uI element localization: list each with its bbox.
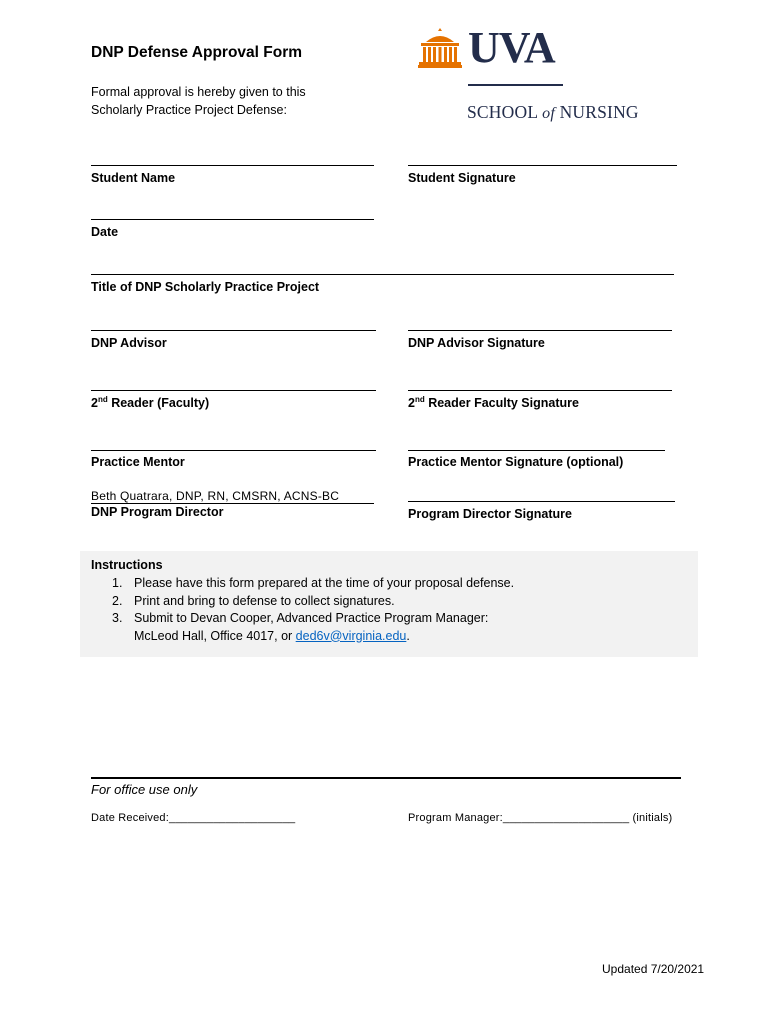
reader-label: 2nd Reader (Faculty) — [91, 395, 210, 410]
office-divider — [91, 777, 681, 779]
instruction-item: 1. Please have this form prepared at the time of your proposal defense. — [112, 576, 515, 590]
school-of-nursing-wordmark: SCHOOL of NURSING — [467, 102, 639, 122]
instruction-item: 2. Print and bring to defense to collect signatures. — [112, 593, 395, 608]
director-label: DNP Program Director — [91, 505, 224, 519]
mentor-signature-label: Practice Mentor Signature (optional) — [408, 455, 624, 469]
instruction-item: 3. Submit to Devan Cooper, Advanced Practice Program Manager: — [112, 611, 489, 625]
date-line[interactable] — [91, 219, 374, 220]
advisor-signature-label: DNP Advisor Signature — [408, 336, 545, 350]
advisor-signature-line[interactable] — [408, 330, 672, 331]
uva-nursing-logo — [418, 22, 668, 127]
student-signature-label: Student Signature — [408, 171, 516, 185]
student-name-label: Student Name — [91, 171, 176, 185]
instruction-item-continuation: McLeod Hall, Office 4017, or ded6v@virginia.edu. — [134, 628, 410, 643]
form-title: DNP Defense Approval Form — [91, 44, 303, 61]
email-link[interactable]: ded6v@virginia.edu — [295, 628, 407, 643]
student-name-line[interactable] — [91, 165, 374, 166]
project-title-line[interactable] — [91, 274, 674, 275]
director-signature-label: Program Director Signature — [408, 507, 572, 521]
uva-wordmark: UVA — [468, 23, 555, 72]
date-received-field[interactable]: Date Received:____________________ — [91, 812, 296, 824]
logo-divider — [468, 84, 563, 86]
program-manager-field[interactable]: Program Manager:____________________ (initials) — [408, 812, 673, 824]
reader-signature-label: 2nd Reader Faculty Signature — [408, 395, 579, 410]
intro-line-2: Scholarly Practice Project Defense: — [91, 103, 287, 117]
student-signature-line[interactable] — [408, 165, 677, 166]
rotunda-icon — [418, 28, 462, 68]
intro-line-1: Formal approval is hereby given to this — [91, 85, 306, 99]
instructions-box — [80, 551, 698, 657]
reader-signature-line[interactable] — [408, 390, 672, 391]
date-label: Date — [91, 225, 119, 239]
mentor-signature-line[interactable] — [408, 450, 665, 451]
director-name: Beth Quatrara, DNP, RN, CMSRN, ACNS-BC — [91, 489, 340, 503]
reader-line[interactable] — [91, 390, 376, 391]
instructions-title: Instructions — [91, 558, 163, 572]
office-use-title: For office use only — [91, 782, 198, 797]
mentor-label: Practice Mentor — [91, 455, 185, 469]
advisor-label: DNP Advisor — [91, 336, 167, 350]
mentor-line[interactable] — [91, 450, 376, 451]
instructions-list — [112, 575, 514, 645]
updated-date: Updated 7/20/2021 — [602, 962, 705, 976]
intro-text — [91, 83, 391, 119]
project-title-label: Title of DNP Scholarly Practice Project — [91, 280, 320, 294]
director-signature-line[interactable] — [408, 501, 675, 502]
advisor-line[interactable] — [91, 330, 376, 331]
